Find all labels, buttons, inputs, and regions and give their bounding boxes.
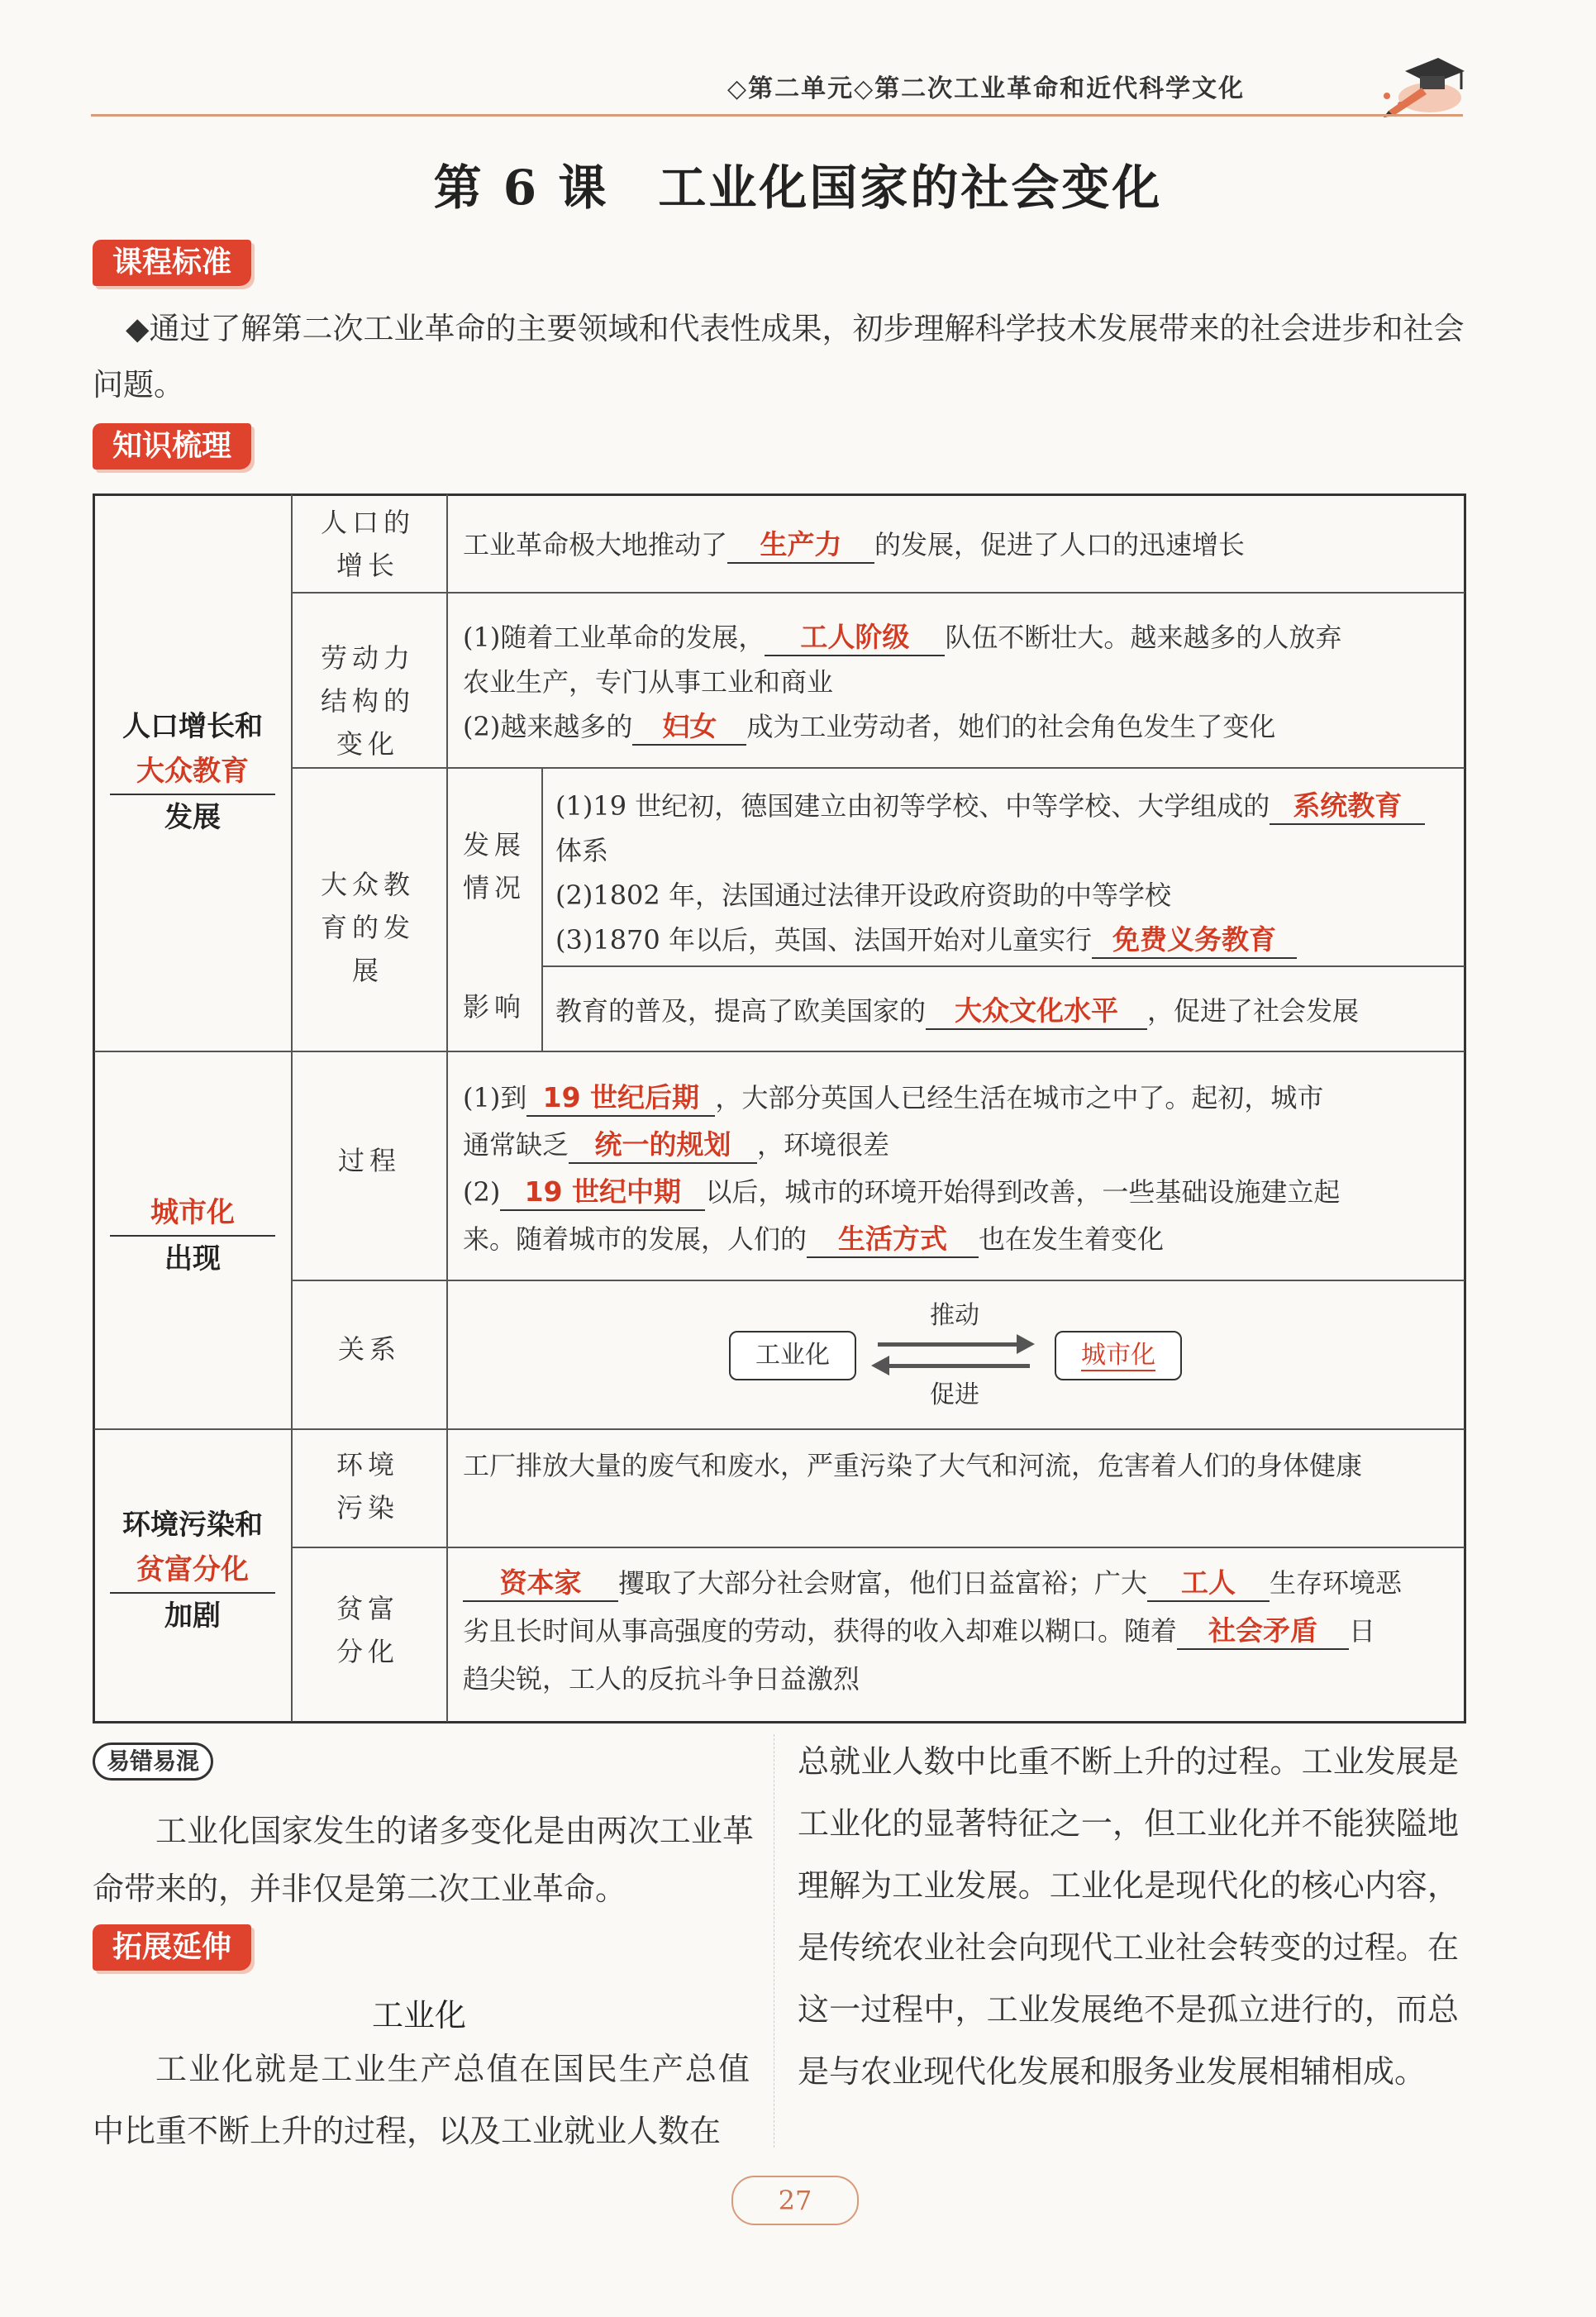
right-arrow-icon	[878, 1342, 1020, 1347]
knowledge-tag: 知识梳理	[93, 423, 251, 470]
arrow-label-promote: 促进	[930, 1380, 979, 1409]
right-arrowhead-icon	[1017, 1334, 1035, 1354]
table-hline	[291, 1280, 1465, 1281]
lesson-number: 第 6 课	[433, 160, 609, 216]
answer-blank: 生活方式	[807, 1222, 979, 1258]
label-education: 大众教育的发展	[320, 869, 415, 986]
extension-right-text: 总就业人数中比重不断上升的过程。工业发展是工业化的显著特征之一，但工业化并不能狭隘地理解为工业发展。工业化是现代化的核心内容，是传统农业社会向现代工业社会转变的过程。在这一过程中，工业发展绝不是孤立进行的，而总是与农业现代化发展和服务业发展相辅相成。	[798, 1743, 1459, 2090]
answer-blank: 统一的规划	[569, 1128, 757, 1164]
graduation-cap-pencil-icon	[1372, 46, 1471, 121]
answer-blank: 大众文化水平	[926, 994, 1147, 1030]
urbanization-box	[1055, 1331, 1182, 1380]
answer-blank: 妇女	[632, 709, 746, 746]
table-hline	[291, 1547, 1465, 1548]
table-hline	[541, 965, 1465, 967]
answer-blank: 19 世纪中期	[500, 1175, 705, 1211]
pollution-row: 工厂排放大量的废气和废水，严重污染了大气和河流，危害着人们的身体健康	[463, 1450, 1363, 1481]
curriculum-tag: 课程标准	[93, 240, 251, 286]
label-process: 过程	[337, 1145, 401, 1176]
extension-left-text: 工业化就是工业生产总值在国民生产总值中比重不断上升的过程，以及工业就业人数在	[93, 2051, 750, 2149]
urbanization-process-row: (1)到 19 世纪后期 ，大部分英国人已经生活在城市之中了。起初，城市 通常缺乏 统一的规划 ，环境很差 (2) 19 世纪中期 以后，城市的环境开始得到改善，一些基础设施建立起 来。随着城市的发展，人们的 生活方式 也在发生着变化	[463, 1075, 1455, 1263]
header-divider	[91, 114, 1463, 117]
left-arrowhead-icon	[871, 1356, 889, 1375]
answer-blank: 生产力	[727, 527, 874, 564]
mistake-text: 工业化国家发生的诸多变化是由两次工业革命带来的，并非仅是第二次工业革命。	[93, 1813, 754, 1907]
education-impact-row: 教育的普及，提高了欧美国家的 大众文化水平 ，促进了社会发展	[555, 989, 1456, 1033]
labor-row: (1)随着工业革命的发展， 工人阶级 队伍不断壮大。越来越多的人放弃 农业生产，专门从事工业和商业 (2)越来越多的 妇女 成为工业劳动者，她们的社会角色发生了变化	[463, 615, 1455, 749]
table-hline	[291, 592, 1465, 594]
education-development-row: (1)19 世纪初，德国建立由初等学校、中等学校、大学组成的 系统教育 体系 (2)1802 年，法国通过法律开设政府资助的中等学校 (3)1870 年以后，英国、法国开始对儿童实行 免费义务教育	[555, 784, 1456, 962]
answer-blank: 免费义务教育	[1092, 923, 1297, 959]
answer-blank: 城市化	[1081, 1341, 1155, 1370]
category-pollution-wealth: 环境污染和 贫富分化 加剧	[98, 1503, 288, 1638]
extension-title: 工业化	[371, 1997, 466, 2033]
table-hline	[94, 1051, 1465, 1052]
answer-blank: 资本家	[463, 1566, 618, 1602]
answer-blank: 工人	[1147, 1566, 1270, 1602]
industrialization-box: 工业化	[729, 1331, 856, 1380]
table-vline	[446, 494, 448, 1722]
category-urbanization: 城市化 出现	[98, 1190, 288, 1281]
label-relation: 关系	[337, 1333, 401, 1365]
answer-blank: 系统教育	[1270, 789, 1425, 825]
label-wealth-gap: 贫富分化	[336, 1593, 399, 1667]
label-pollution: 环境污染	[336, 1449, 399, 1523]
category-population-education: 人口增长和 大众教育 发展	[98, 704, 288, 840]
lesson-name: 工业化国家的社会变化	[658, 160, 1163, 216]
arrow-label-push: 推动	[930, 1301, 979, 1330]
answer-blank: 工人阶级	[765, 620, 945, 656]
answer-blank: 19 世纪后期	[526, 1080, 715, 1117]
mistake-tag: 易错易混	[93, 1743, 213, 1781]
curriculum-text: ◆通过了解第二次工业革命的主要领域和代表性成果，初步理解科学技术发展带来的社会进步和社会问题。	[93, 311, 1465, 403]
label-impact: 影响	[462, 991, 526, 1023]
table-vline	[291, 494, 293, 1722]
table-hline	[291, 767, 1465, 769]
unit-header: ◇第二单元◇第二次工业革命和近代科学文化	[727, 74, 1246, 103]
answer-blank: 社会矛盾	[1177, 1614, 1349, 1650]
answer-blank: 大众教育	[110, 749, 275, 795]
lesson-title	[0, 149, 1596, 218]
label-labor-structure: 劳动力结构的变化	[320, 642, 415, 760]
wealth-gap-row: 资本家 攫取了大部分社会财富，他们日益富裕；广大 工人 生存环境恶 劣且长时间从事高强度的劳动，获得的收入却难以糊口。随着 社会矛盾 日 趋尖锐，工人的反抗斗争日益激烈	[463, 1566, 1403, 1695]
answer-blank: 城市化	[110, 1190, 275, 1237]
table-hline	[94, 1428, 1465, 1430]
label-development: 发展情况	[463, 829, 526, 903]
extension-tag: 拓展延伸	[93, 1924, 251, 1971]
label-population-growth: 人口的增长	[320, 507, 415, 581]
table-vline	[541, 767, 543, 1051]
page-number: 27	[731, 2176, 859, 2225]
left-arrow-icon	[888, 1364, 1030, 1368]
population-row: 工业革命极大地推动了 生产力 的发展，促进了人口的迅速增长	[463, 522, 1455, 567]
answer-blank: 贫富分化	[110, 1547, 275, 1594]
